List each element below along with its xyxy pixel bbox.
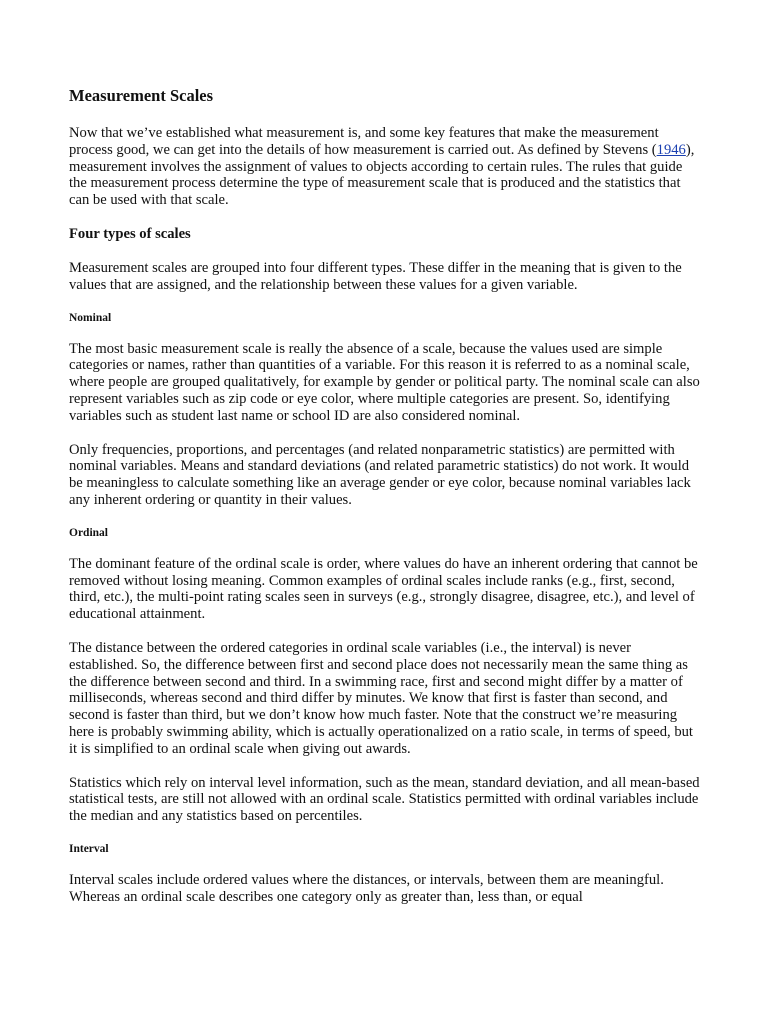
stevens-1946-link[interactable]: 1946 [656,141,686,158]
interval-heading: Interval [69,842,109,855]
ordinal-heading: Ordinal [69,526,108,539]
nominal-paragraph-2: Only frequencies, proportions, and percentages (and related nonparametric statistics) are permitted with nominal variables. Means and standard deviations (and related parametric statistics) do not work. It would be meaningless to calculate something like an average gender or eye color, because nominal variables lack any inherent ordering or quantity in their values. [69,441,691,508]
intro-text-start: Now that we’ve established what measurement is, and some key features that make the measurement process good, we can get into the details of how measurement is carried out. As defined by Stevens ( [69,125,659,158]
intro-paragraph [69,125,701,209]
nominal-paragraph-1: The most basic measurement scale is really the absence of a scale, because the values used are simple categories or names, rather than quantities of a variable. For this reason it is referred to as a nominal scale, where people are grouped qualitatively, for example by gender or political party. The nominal scale can also represent variables such as zip code or eye color, where multiple categories are present. So, identifying variables such as student last name or school ID are also considered nominal. [69,340,700,424]
four-types-paragraph: Measurement scales are grouped into four different types. These differ in the meaning that is given to the values that are assigned, and the relationship between these values for a given variable. [69,259,682,293]
intro-text-end: ), measurement involves the assignment of values to objects according to certain rules. The rules that guide the measurement process determine the type of measurement scale that is produced and the statistics that can be used with that scale. [69,141,695,209]
document-page [69,86,701,923]
page-title: Measurement Scales [69,86,214,105]
ordinal-paragraph-1: The dominant feature of the ordinal scale is order, where values do have an inherent ordering that cannot be removed without losing meaning. Common examples of ordinal scales include ranks (e.g., first, second, third, etc.), the multi-point rating scales seen in surveys (e.g., strongly disagree, disagree, etc.), and level of educational attainment. [69,555,698,623]
four-types-heading: Four types of scales [69,225,191,242]
interval-paragraph-1: Interval scales include ordered values where the distances, or intervals, between them are meaningful. Whereas an ordinal scale describes one category only as greater than, less than, or equal [69,871,664,905]
nominal-heading: Nominal [69,311,112,324]
ordinal-paragraph-3: Statistics which rely on interval level information, such as the mean, standard deviation, and all mean-based statistical tests, are still not allowed with an ordinal scale. Statistics permitted with ordinal variables include the median and any statistics based on percentiles. [69,774,700,825]
ordinal-paragraph-2: The distance between the ordered categories in ordinal scale variables (i.e., the interval) is never established. So, the difference between first and second place does not necessarily mean the same thing as the difference between second and third. In a swimming race, first and second might differ by a matter of milliseconds, whereas second and third differ by minutes. We know that first is faster than second, and second is faster than third, but we don’t know how much faster. Note that the construct we’re measuring here is probably swimming ability, which is actually operationalized on a ratio scale, in terms of speed, but it is simplified to an ordinal scale when giving out awards. [69,639,693,757]
